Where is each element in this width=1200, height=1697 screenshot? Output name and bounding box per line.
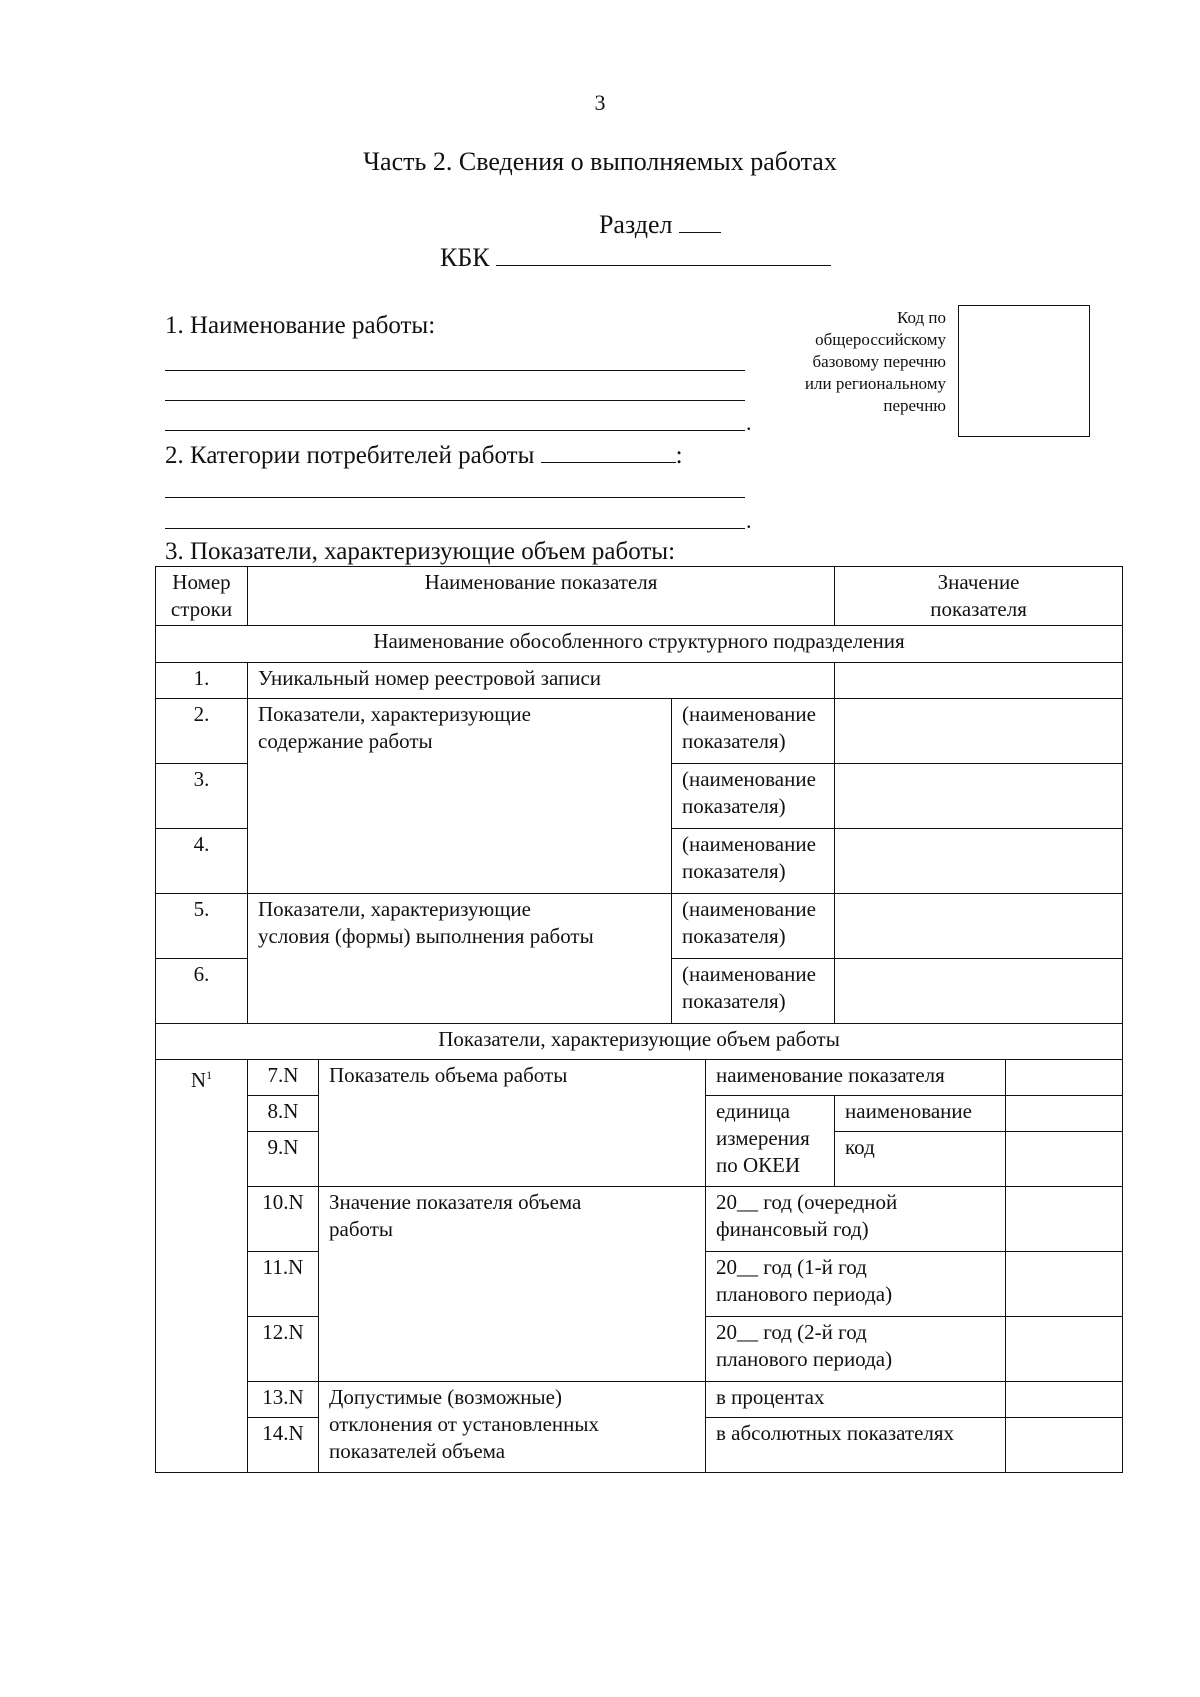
header-row-number: [156, 567, 248, 626]
year-cell: [706, 1187, 1006, 1252]
value-cell[interactable]: [1006, 1317, 1123, 1382]
row-number: 2.: [156, 699, 248, 764]
code-label-line: общероссийскому: [815, 330, 946, 349]
code-label: [760, 307, 946, 417]
content-group-label-line: Показатели, характеризующие: [258, 702, 531, 726]
table-row-1: [156, 663, 1123, 699]
section3-label: 3. Показатели, характеризующие объем работы:: [165, 538, 676, 565]
indicator-name-line: (наименование: [682, 897, 816, 921]
value-cell[interactable]: [1006, 1418, 1123, 1473]
row-label: Уникальный номер реестровой записи: [248, 663, 835, 699]
code-box[interactable]: [958, 305, 1090, 437]
absolute-cell: в абсолютных показателях: [706, 1418, 1006, 1473]
section2-line: 2. Категории потребителей работы :: [165, 442, 683, 469]
volume-indicator-label: Показатель объема работы: [319, 1060, 706, 1187]
header-row-number-line: Номер: [172, 570, 231, 594]
year-line: финансовый год): [716, 1217, 869, 1241]
conditions-group-label-line: условия (формы) выполнения работы: [258, 924, 594, 948]
indicator-name-cell[interactable]: [672, 959, 835, 1024]
value-cell[interactable]: [1006, 1132, 1123, 1187]
content-group-label-line: содержание работы: [258, 729, 433, 753]
value-cell[interactable]: [835, 764, 1123, 829]
indicator-name-line: показателя): [682, 924, 786, 948]
code-label-line: перечню: [883, 396, 946, 415]
indicator-name-cell[interactable]: [672, 764, 835, 829]
table-row-7: [156, 1060, 1123, 1096]
indicator-name-line: показателя): [682, 729, 786, 753]
indicator-name-line: (наименование: [682, 962, 816, 986]
value-cell[interactable]: [1006, 1252, 1123, 1317]
value-cell[interactable]: [835, 829, 1123, 894]
header-indicator-name: Наименование показателя: [248, 567, 835, 626]
unit-okei-line: единица: [716, 1099, 791, 1123]
value-cell[interactable]: [1006, 1187, 1123, 1252]
header-indicator-value-line: Значение: [937, 570, 1020, 594]
year-cell: [706, 1252, 1006, 1317]
value-cell[interactable]: [1006, 1382, 1123, 1418]
year-line: 20__ год (очередной: [716, 1190, 898, 1214]
work-name-line-1[interactable]: [165, 370, 745, 371]
indicator-name-cell: наименование показателя: [706, 1060, 1006, 1096]
value-cell[interactable]: [1006, 1060, 1123, 1096]
kbk-line: [440, 243, 831, 273]
razdel-label: Раздел: [598, 210, 673, 239]
year-line: планового периода): [716, 1282, 893, 1306]
value-cell[interactable]: [835, 959, 1123, 1024]
table-row-5: [156, 894, 1123, 959]
kbk-blank[interactable]: [496, 243, 831, 266]
kbk-label: КБК: [440, 243, 490, 272]
deviation-label-line: Допустимые (возможные): [329, 1385, 562, 1409]
value-cell[interactable]: [835, 894, 1123, 959]
unit-code-cell: код: [835, 1132, 1006, 1187]
conditions-group-label: [248, 894, 672, 1024]
unit-name-cell: наименование: [835, 1096, 1006, 1132]
n-cell: [156, 1060, 248, 1473]
indicator-name-line: (наименование: [682, 767, 816, 791]
work-name-line-3[interactable]: [165, 430, 745, 431]
deviation-label-line: отклонения от установленных: [329, 1412, 600, 1436]
year-line: 20__ год (2-й год: [716, 1320, 867, 1344]
row-number: 3.: [156, 764, 248, 829]
section1-label: 1. Наименование работы:: [165, 312, 436, 339]
indicator-name-line: показателя): [682, 859, 786, 883]
value-cell[interactable]: [1006, 1096, 1123, 1132]
value-cell[interactable]: [835, 699, 1123, 764]
year-line: 20__ год (1-й год: [716, 1255, 867, 1279]
header-indicator-value: [835, 567, 1123, 626]
table-header-row: [156, 567, 1123, 626]
row-number: 5.: [156, 894, 248, 959]
indicator-name-cell[interactable]: [672, 699, 835, 764]
volume-header-row: [156, 1024, 1123, 1060]
header-indicator-value-line: показателя: [930, 597, 1027, 621]
year-line: планового периода): [716, 1347, 893, 1371]
consumers-period: .: [746, 508, 752, 533]
indicator-name-cell[interactable]: [672, 894, 835, 959]
table-row-2: [156, 699, 1123, 764]
volume-header-cell: Показатели, характеризующие объем работы: [156, 1024, 1123, 1060]
row-number: 1.: [156, 663, 248, 699]
indicator-name-line: показателя): [682, 989, 786, 1013]
percent-cell: в процентах: [706, 1382, 1006, 1418]
code-label-line: базовому перечню: [812, 352, 946, 371]
row-number: 7.N: [248, 1060, 319, 1096]
volume-value-label: [319, 1187, 706, 1382]
indicator-name-line: (наименование: [682, 832, 816, 856]
code-label-line: или региональному: [804, 374, 946, 393]
consumers-line-1[interactable]: [165, 497, 745, 498]
indicator-name-cell[interactable]: [672, 829, 835, 894]
subdivision-row: [156, 626, 1123, 663]
n-superscript: 1: [206, 1068, 213, 1082]
table-row-13: [156, 1382, 1123, 1418]
razdel-blank[interactable]: [679, 210, 721, 233]
conditions-group-label-line: Показатели, характеризующие: [258, 897, 531, 921]
work-name-period: .: [746, 410, 752, 435]
work-name-line-2[interactable]: [165, 400, 745, 401]
razdel-line: [0, 210, 1200, 240]
row-number: 11.N: [248, 1252, 319, 1317]
year-cell: [706, 1317, 1006, 1382]
value-cell[interactable]: [835, 663, 1123, 699]
section2-label: 2. Категории потребителей работы: [165, 442, 535, 469]
consumers-line-2[interactable]: [165, 528, 745, 529]
header-row-number-line: строки: [170, 597, 233, 621]
unit-okei-line: по ОКЕИ: [716, 1153, 801, 1177]
consumers-blank[interactable]: [541, 440, 676, 463]
table-row-10: [156, 1187, 1123, 1252]
indicators-table: [155, 566, 1123, 1473]
row-number: 13.N: [248, 1382, 319, 1418]
part-title: Часть 2. Сведения о выполняемых работах: [363, 147, 837, 176]
volume-value-label-line: Значение показателя объема: [329, 1190, 582, 1214]
volume-value-label-line: работы: [329, 1217, 394, 1241]
row-number: 14.N: [248, 1418, 319, 1473]
row-number: 8.N: [248, 1096, 319, 1132]
content-group-label: [248, 699, 672, 894]
n-label: N: [190, 1068, 207, 1092]
subdivision-cell: Наименование обособленного структурного подразделения: [156, 626, 1123, 663]
deviation-label-line: показателей объема: [329, 1439, 506, 1463]
unit-okei-line: измерения: [716, 1126, 810, 1150]
row-number: 9.N: [248, 1132, 319, 1187]
unit-okei-cell: [706, 1096, 835, 1187]
deviation-label: [319, 1382, 706, 1473]
row-number: 4.: [156, 829, 248, 894]
row-number: 12.N: [248, 1317, 319, 1382]
row-number: 6.: [156, 959, 248, 1024]
indicator-name-line: (наименование: [682, 702, 816, 726]
code-label-line: Код по: [897, 308, 946, 327]
row-number: 10.N: [248, 1187, 319, 1252]
page-number: 3: [594, 90, 606, 115]
indicator-name-line: показателя): [682, 794, 786, 818]
